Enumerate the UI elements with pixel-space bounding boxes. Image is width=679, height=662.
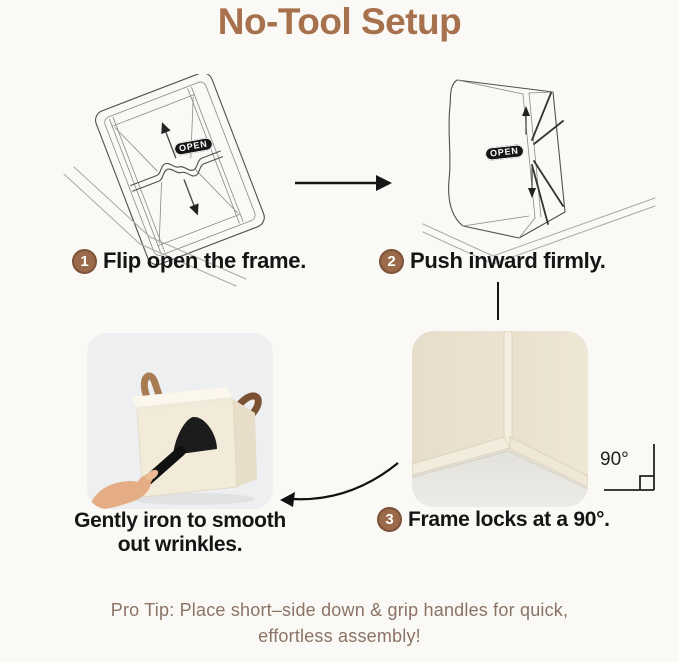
corner-photo-art xyxy=(412,331,588,507)
step-3-label: Frame locks at a 90°. xyxy=(408,507,610,531)
step-3-number-badge: 3 xyxy=(377,507,402,532)
page-title: No-Tool Setup xyxy=(217,1,462,42)
open-badge: OPEN xyxy=(484,144,524,161)
frame-upright-drawing xyxy=(415,66,660,276)
left-handle xyxy=(144,376,159,397)
ironing-photo-art xyxy=(87,333,273,509)
step-4-caption xyxy=(55,509,305,556)
angle-90-annotation xyxy=(598,441,660,495)
step-1-label: Flip open the frame. xyxy=(103,248,307,273)
ironing-photo xyxy=(87,333,273,509)
frame-upright-illustration xyxy=(415,66,660,276)
corner-photo xyxy=(412,331,588,507)
right-angle-icon xyxy=(598,441,660,495)
angle-90-label: 90° xyxy=(600,449,629,470)
step-2-label: Push inward firmly. xyxy=(410,248,606,273)
pro-tip xyxy=(0,597,679,649)
step-2-caption xyxy=(379,248,606,274)
vertical-connector-line xyxy=(497,282,499,320)
step-2-number-badge: 2 xyxy=(379,249,404,274)
step-3-caption xyxy=(377,507,610,532)
step-4-label-line2: out wrinkles. xyxy=(117,532,243,556)
step-1-caption xyxy=(72,248,306,274)
pro-tip-line1: Pro Tip: Place short–side down & grip handles for quick, xyxy=(110,600,569,620)
right-arrow-icon xyxy=(292,172,394,194)
open-badge: OPEN xyxy=(173,137,213,157)
pro-tip-line2: effortless assembly! xyxy=(258,626,421,647)
step-1-number-badge: 1 xyxy=(72,249,97,274)
step-4-label-line1: Gently iron to smooth xyxy=(74,509,286,532)
curved-arrow-icon xyxy=(278,455,403,510)
